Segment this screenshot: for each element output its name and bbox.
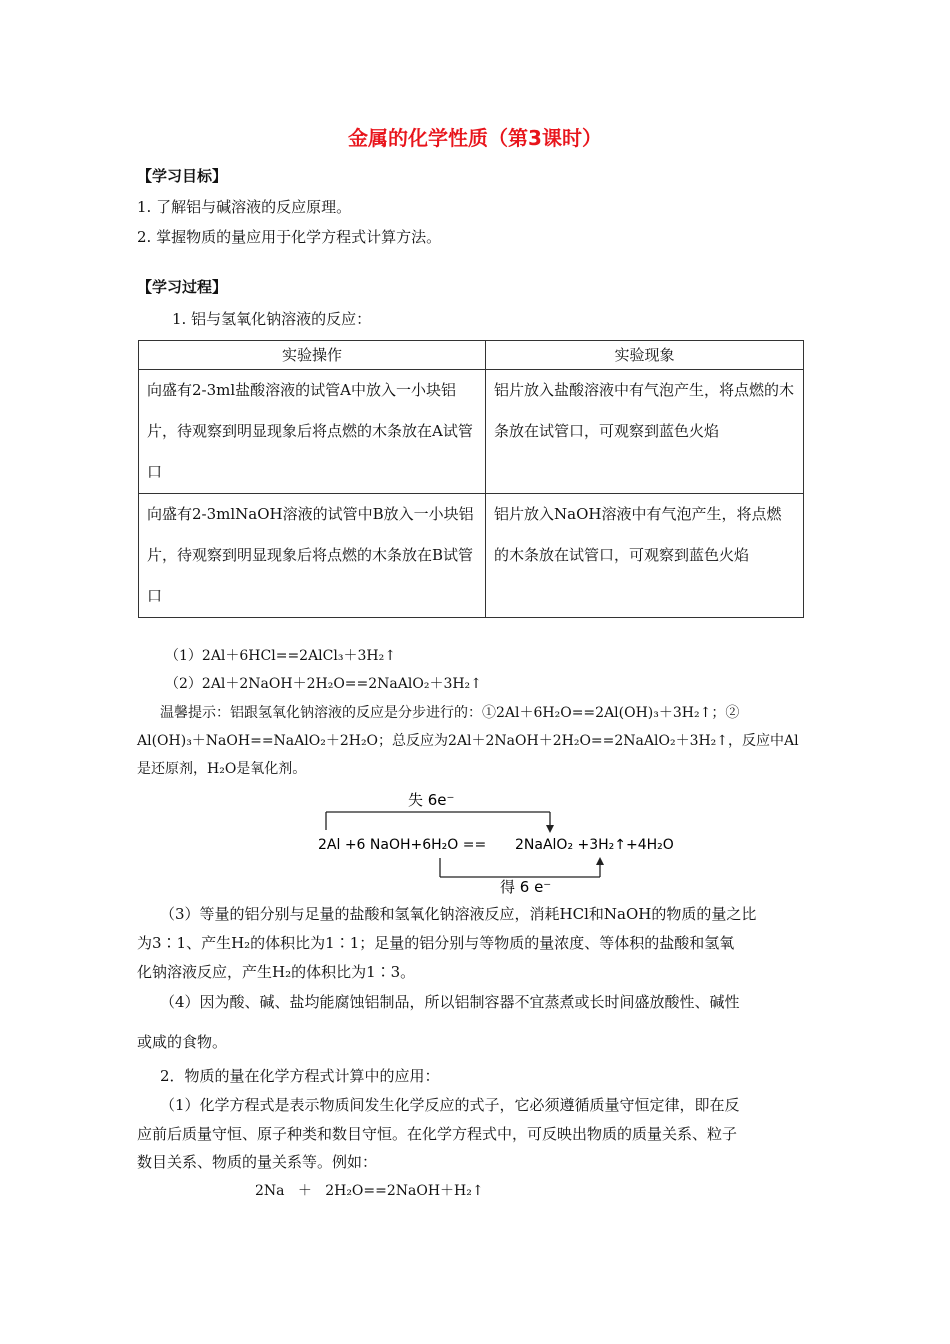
reaction-left-side: 2Al +6 NaOH+6H₂O == [318,837,487,853]
section-1-title: 1. 铝与氢氧化钠溶液的反应： [172,310,372,328]
tip-line: Al(OH)₃＋NaOH==NaAlO₂＋2H₂O；总反应为2Al＋2NaOH＋2H₂O==2NaAlO₂＋3H₂↑，反应中Al [137,733,799,749]
experiment-table [138,340,804,618]
example-equation: 2Na ＋ 2H₂O==2NaOH＋H₂↑ [255,1183,484,1199]
objective-item: 1. 了解铝与碱溶液的反应原理。 [137,198,352,216]
tip-line: 温馨提示：铝跟氢氧化钠溶液的反应是分步进行的：①2Al＋6H₂O==2Al(OH)₃＋3H₂↑；② [160,705,740,721]
equation-2: （2）2Al＋2NaOH＋2H₂O==2NaAlO₂＋3H₂↑ [165,676,482,692]
electron-transfer-diagram [310,785,680,895]
section-2-line: 数目关系、物质的量关系等。例如： [137,1153,378,1171]
table-header-operation: 实验操作 [139,341,486,370]
equation-1: （1）2Al＋6HCl==2AlCl₃＋3H₂↑ [165,648,396,664]
table-cell: 向盛有2-3mlNaOH溶液的试管中B放入一小块铝片，待观察到明显现象后将点燃的木条放在B试管口 [139,494,486,618]
section-2-line: 应前后质量守恒、原子种类和数目守恒。在化学方程式中，可反映出物质的质量关系、粒子 [137,1125,738,1143]
gain-arrowhead [596,857,604,865]
section-2-title: 2．物质的量在化学方程式计算中的应用： [160,1067,440,1085]
lose-electrons-label: 失 6e⁻ [408,791,455,809]
objectives-heading: 【学习目标】 [137,167,228,185]
page-title: 金属的化学性质（第3课时） [348,126,602,150]
tip-line: 是还原剂，H₂O是氧化剂。 [137,761,307,777]
note-3-line: 为3∶1、产生H₂的体积比为1∶1；足量的铝分别与等物质的量浓度、等体积的盐酸和氢氧 [137,934,735,952]
table-cell: 向盛有2-3ml盐酸溶液的试管A中放入一小块铝片，待观察到明显现象后将点燃的木条放在A试管口 [139,370,486,494]
gain-electrons-label: 得 6 e⁻ [500,878,552,895]
table-header-phenomenon: 实验现象 [486,341,804,370]
process-heading: 【学习过程】 [137,278,228,296]
note-4-line: （4）因为酸、碱、盐均能腐蚀铝制品，所以铝制容器不宜蒸煮或长时间盛放酸性、碱性 [160,993,740,1011]
table-cell: 铝片放入盐酸溶液中有气泡产生，将点燃的木条放在试管口，可观察到蓝色火焰 [486,370,804,494]
note-3-line: 化钠溶液反应，产生H₂的体积比为1∶3。 [137,963,416,981]
note-3-line: （3）等量的铝分别与足量的盐酸和氢氧化钠溶液反应，消耗HCl和NaOH的物质的量之比 [160,905,757,923]
table-cell: 铝片放入NaOH溶液中有气泡产生，将点燃的木条放在试管口，可观察到蓝色火焰 [486,494,804,618]
table-row [139,494,804,618]
reaction-right-side: 2NaAlO₂ +3H₂↑+4H₂O [515,837,674,853]
section-2-line: （1）化学方程式是表示物质间发生化学反应的式子，它必须遵循质量守恒定律，即在反 [160,1096,740,1114]
objective-item: 2. 掌握物质的量应用于化学方程式计算方法。 [137,228,442,246]
note-4-line: 或咸的食物。 [137,1033,228,1051]
table-row [139,370,804,494]
lose-arrowhead [546,825,554,833]
